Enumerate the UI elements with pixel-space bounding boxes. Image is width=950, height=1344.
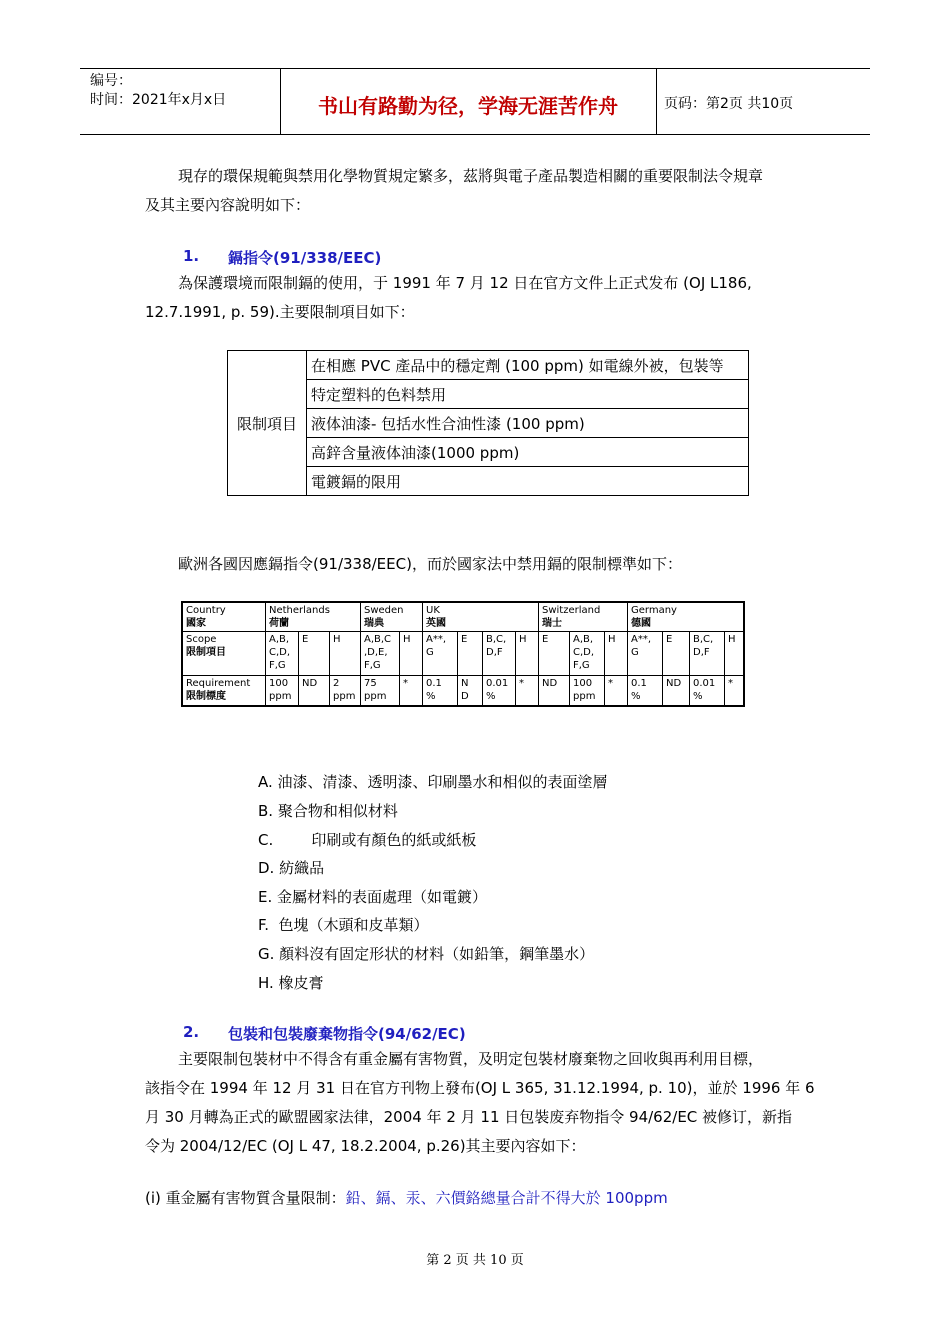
header-divider-left (280, 68, 281, 134)
table-cell: E (299, 632, 330, 676)
heavy-metal-limit-highlight: 鉛、鎘、汞、六價鉻總量合計不得大於 100ppm (345, 1189, 668, 1207)
header-number-label: 编号： (90, 73, 132, 89)
table-row (182, 676, 744, 706)
intro-line-2: 及其主要內容說明如下： (145, 196, 311, 214)
table-cell: B,C, D,F (483, 632, 516, 676)
table-cell: 0.1 % (423, 676, 458, 706)
header-motto: 书山有路勤为径，学海无涯苦作舟 (318, 94, 618, 118)
table-cell: * (516, 676, 539, 706)
section2-number: 2. (183, 1023, 200, 1041)
table-cell: B,C, D,F (690, 632, 725, 676)
row-header-country: Country 國家 (182, 602, 266, 632)
country-limits-table (181, 601, 745, 707)
table-cell: ND (663, 676, 690, 706)
row-header-scope: Scope 限制項目 (182, 632, 266, 676)
country-uk: UK 英國 (423, 602, 539, 632)
table-cell: 2 ppm (330, 676, 361, 706)
heavy-metal-limit-prefix: (i) 重金屬有害物質含量限制： (145, 1189, 346, 1207)
table-cell: H (605, 632, 628, 676)
table-cell: N D (458, 676, 483, 706)
restriction-items-table (227, 350, 749, 496)
legend-item-b: B. 聚合物和相似材料 (258, 802, 398, 820)
section2-para-line-3: 月 30 月轉為正式的歐盟國家法律，2004 年 2 月 11 日包裝废弃物指令 94/62/EC 被修订，新指 (145, 1108, 793, 1126)
table-row (182, 602, 744, 632)
restriction-item: 在相應 PVC 產品中的穩定劑 (100 ppm) 如電線外被，包裝等 (307, 351, 749, 380)
country-sweden: Sweden 瑞典 (361, 602, 423, 632)
table-cell: ND (299, 676, 330, 706)
header-top-rule (80, 68, 870, 69)
restriction-item: 液体油漆- 包括水性合油性漆 (100 ppm) (307, 409, 749, 438)
table-cell: H (400, 632, 423, 676)
table-cell: 75 ppm (361, 676, 400, 706)
restriction-item: 高鋅含量液体油漆(1000 ppm) (307, 438, 749, 467)
section1-para-line-1: 為保護環境而限制鎘的使用，于 1991 年 7 月 12 日在官方文件上正式发布 (OJ L186, (178, 274, 752, 292)
legend-item-f: F. 色塊（木頭和皮革類） (258, 916, 429, 934)
table-cell: 0.01 % (483, 676, 516, 706)
table-cell: * (725, 676, 745, 706)
table-cell: A,B,C ,D,E, F,G (361, 632, 400, 676)
legend-item-d: D. 紡織品 (258, 859, 325, 877)
restriction-item: 特定塑料的色料禁用 (307, 380, 749, 409)
country-switzerland: Switzerland 瑞士 (539, 602, 628, 632)
table-row (228, 380, 749, 409)
country-intro: 歐洲各國因應鎘指令(91/338/EEC)，而於國家法中禁用鎘的限制標準如下： (178, 555, 682, 573)
table-row (228, 467, 749, 496)
intro-line-1: 現存的環保規範與禁用化學物質規定繁多，茲將與電子產品製造相關的重要限制法令規章 (178, 167, 764, 185)
table-cell: H (516, 632, 539, 676)
table-cell: * (605, 676, 628, 706)
table-cell: E (539, 632, 570, 676)
section1-number: 1. (183, 247, 200, 265)
table-cell: H (725, 632, 745, 676)
table-row (228, 409, 749, 438)
table-cell: 0.01 % (690, 676, 725, 706)
page-footer: 第 2 页 共 10 页 (426, 1253, 524, 1268)
table-cell: A,B, C,D, F,G (570, 632, 605, 676)
header-page-info: 页码：第2页 共10页 (664, 96, 794, 112)
table-cell: A**, G (628, 632, 663, 676)
country-netherlands: Netherlands 荷蘭 (266, 602, 361, 632)
table-cell: E (663, 632, 690, 676)
table-cell: E (458, 632, 483, 676)
table-cell: * (400, 676, 423, 706)
legend-item-g: G. 顏料沒有固定形状的材料（如鉛筆，鋼筆墨水） (258, 945, 595, 963)
header-divider-right (656, 68, 657, 134)
restriction-item: 電鍍鎘的限用 (307, 467, 749, 496)
header-date-label: 时间：2021年x月x日 (90, 92, 227, 108)
table-cell: ND (539, 676, 570, 706)
header-bottom-rule (80, 134, 870, 135)
section2-para-line-1: 主要限制包裝材中不得含有重金屬有害物質，及明定包裝材廢棄物之回收與再利用目標， (178, 1050, 764, 1068)
table-cell: 100 ppm (266, 676, 299, 706)
table-row (228, 438, 749, 467)
country-germany: Germany 德國 (628, 602, 745, 632)
table-cell: 100 ppm (570, 676, 605, 706)
row-header-requirement: Requirement 限制標度 (182, 676, 266, 706)
section2-para-line-4: 令为 2004/12/EC (OJ L 47, 18.2.2004, p.26)其主要內容如下： (145, 1137, 586, 1155)
restriction-label: 限制項目 (228, 351, 307, 496)
table-row (228, 351, 749, 380)
table-cell: A,B, C,D, F,G (266, 632, 299, 676)
table-cell: A**, G (423, 632, 458, 676)
legend-item-c: C. 印刷或有顏色的紙或紙板 (258, 831, 477, 849)
section1-para-line-2: 12.7.1991, p. 59).主要限制項目如下： (145, 303, 415, 321)
legend-item-e: E. 金屬材料的表面處理（如電鍍） (258, 888, 488, 906)
table-cell: H (330, 632, 361, 676)
heavy-metal-limit (145, 1185, 668, 1212)
table-cell: 0.1 % (628, 676, 663, 706)
section2-title: 包裝和包裝廢棄物指令(94/62/EC) (228, 1025, 466, 1043)
legend-item-a: A. 油漆、清漆、透明漆、印刷墨水和相似的表面塗層 (258, 773, 608, 791)
section1-title: 鎘指令(91/338/EEC) (228, 249, 382, 267)
legend-item-h: H. 橡皮膏 (258, 974, 324, 992)
section2-para-line-2: 該指令在 1994 年 12 月 31 日在官方刊物上發布(OJ L 365, 31.12.1994, p. 10)，並於 1996 年 6 (145, 1079, 815, 1097)
table-row (182, 632, 744, 676)
